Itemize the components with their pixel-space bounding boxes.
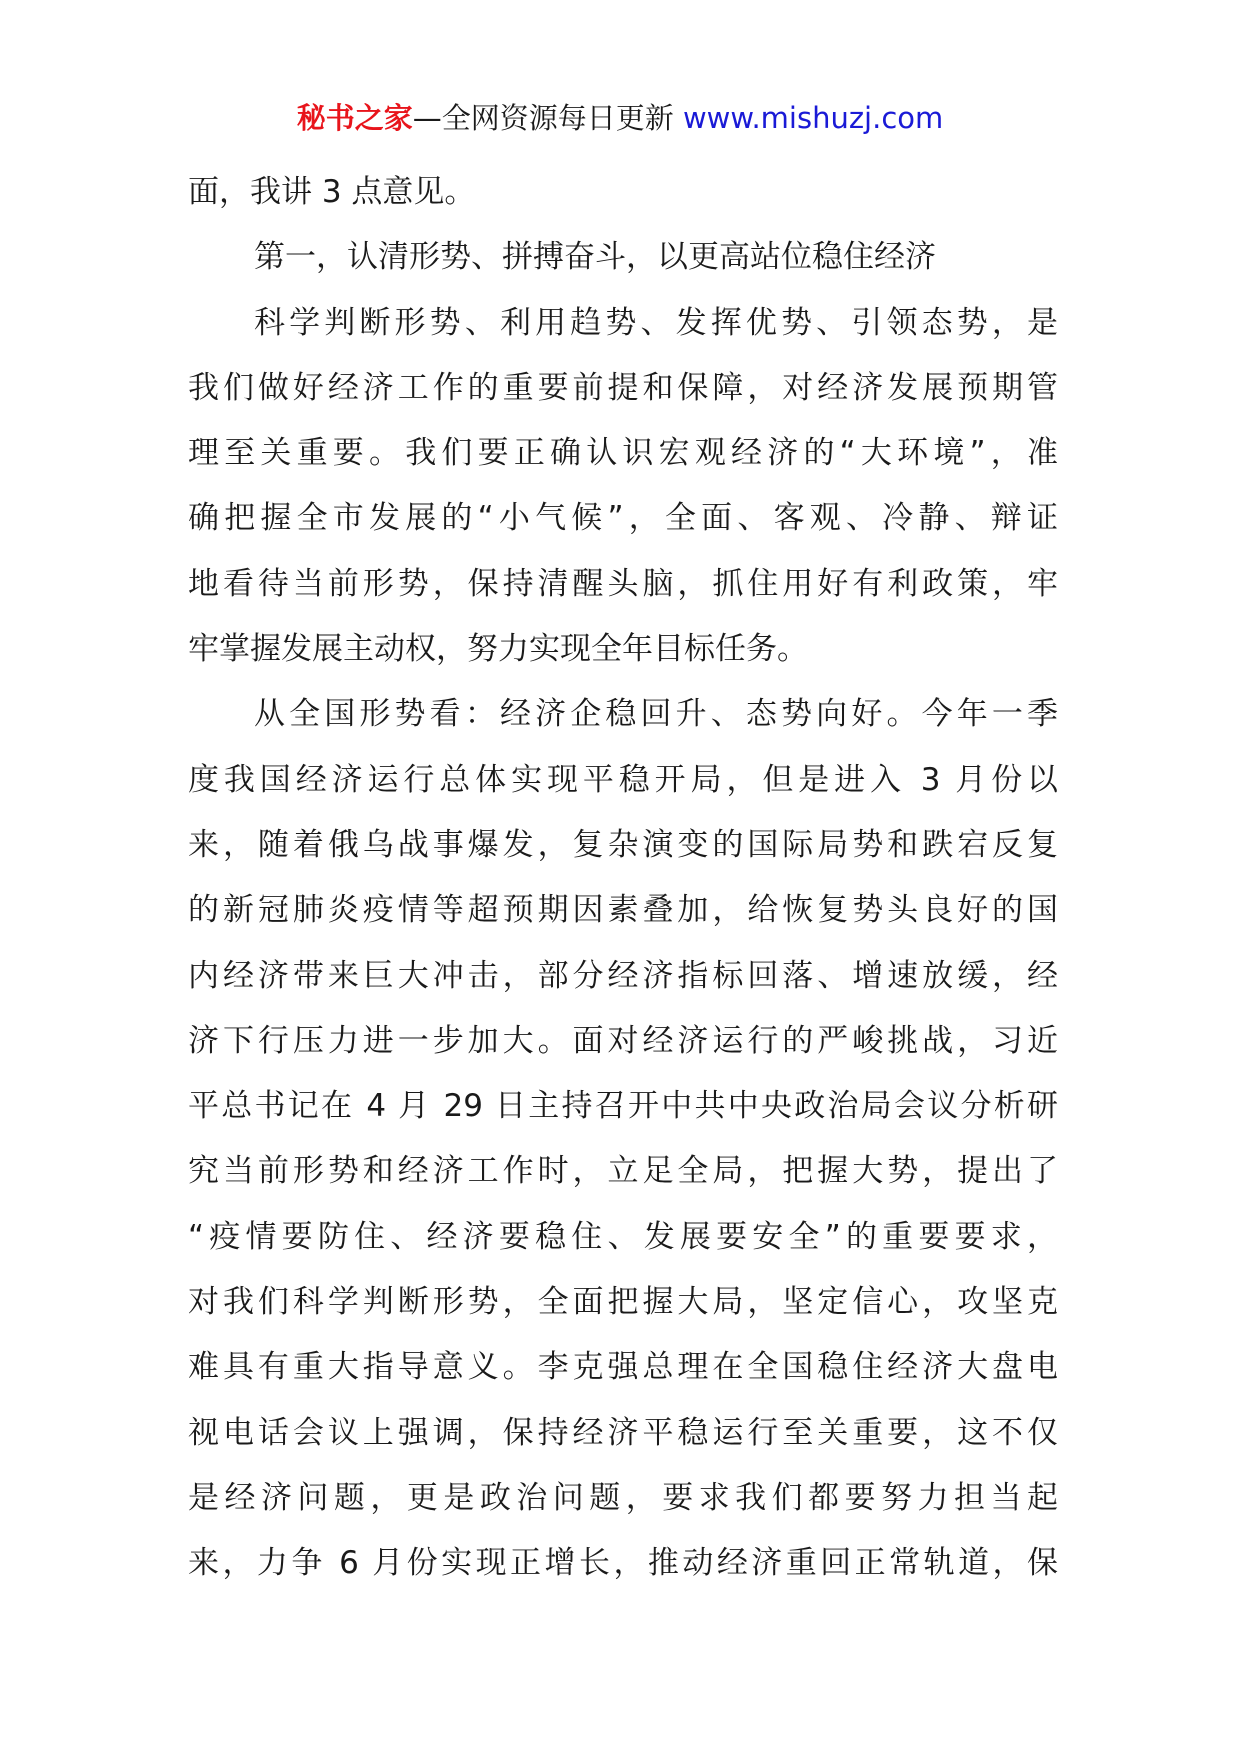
- text-line: 地看待当前形势，保持清醒头脑，抓住用好有利政策，牢: [188, 565, 1058, 602]
- text-line: 内经济带来巨大冲击，部分经济指标回落、增速放缓，经: [188, 957, 1058, 994]
- text-line: 从全国形势看：经济企稳回升、态势向好。今年一季: [254, 696, 1058, 733]
- text-line: 面，我讲 3 点意见。: [188, 174, 476, 210]
- text-line: 平总书记在 4 月 29 日主持召开中共中央政治局会议分析研: [188, 1088, 1058, 1125]
- text-line: 理至关重要。我们要正确认识宏观经济的“大环境”，准: [188, 435, 1058, 472]
- document-body: [188, 160, 1058, 1597]
- text-line: 济下行压力进一步加大。面对经济运行的严峻挑战，习近: [188, 1022, 1058, 1059]
- text-line: 难具有重大指导意义。李克强总理在全国稳住经济大盘电: [188, 1349, 1058, 1386]
- text-line: 度我国经济运行总体实现平稳开局，但是进入 3 月份以: [188, 761, 1058, 798]
- text-line: 我们做好经济工作的重要前提和保障，对经济发展预期管: [188, 369, 1058, 406]
- text-line: 牢掌握发展主动权，努力实现全年目标任务。: [188, 631, 808, 668]
- website-link[interactable]: www.mishuzj.com: [682, 101, 944, 135]
- brand-name: 秘书之家: [296, 101, 413, 135]
- text-line: 是经济问题，更是政治问题，要求我们都要努力担当起: [188, 1479, 1058, 1516]
- text-line: “疫情要防住、经济要稳住、发展要安全”的重要要求，: [188, 1218, 1058, 1255]
- text-line: 来，力争 6 月份实现正增长，推动经济重回正常轨道，保: [188, 1545, 1058, 1582]
- text-line: 究当前形势和经济工作时，立足全局，把握大势，提出了: [188, 1153, 1058, 1190]
- text-line: 确把握全市发展的“小气候”，全面、客观、冷静、辩证: [188, 500, 1058, 537]
- header-tagline: —全网资源每日更新: [412, 101, 683, 135]
- text-line: 视电话会议上强调，保持经济平稳运行至关重要，这不仅: [188, 1414, 1058, 1451]
- section-heading: 第一，认清形势、拼搏奋斗，以更高站位稳住经济: [254, 239, 936, 276]
- text-line: 的新冠肺炎疫情等超预期因素叠加，给恢复势头良好的国: [188, 892, 1058, 929]
- text-line: 对我们科学判断形势，全面把握大局，坚定信心，攻坚克: [188, 1284, 1058, 1321]
- page-header: [0, 96, 1240, 140]
- text-line: 来，随着俄乌战事爆发，复杂演变的国际局势和跌宕反复: [188, 826, 1058, 863]
- text-line: 科学判断形势、利用趋势、发挥优势、引领态势，是: [254, 304, 1058, 341]
